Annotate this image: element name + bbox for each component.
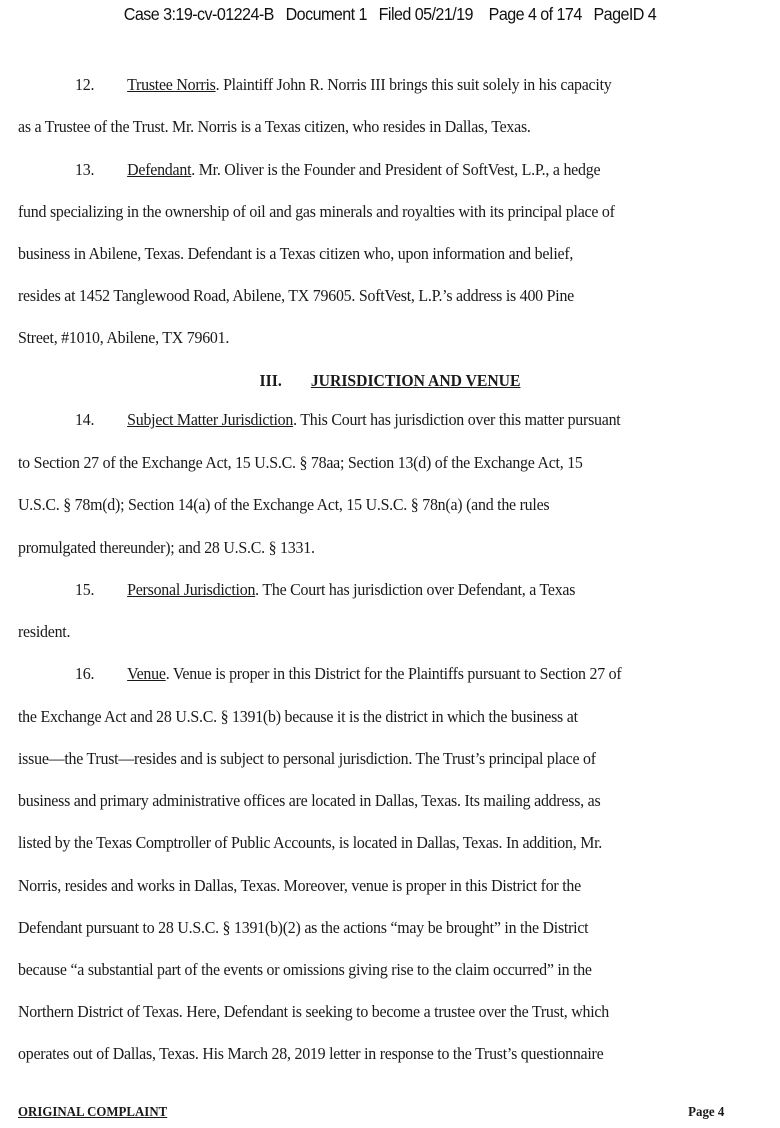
paragraph-number: 16. xyxy=(75,664,95,683)
paragraph-text: . Venue is proper in this District for the Plaintiffs pursuant to Section 27 of xyxy=(165,664,622,683)
section-title: JURISDICTION AND VENUE xyxy=(310,371,521,390)
paragraph-line: Norris, resides and works in Dallas, Texas. Moreover, venue is proper in this District for the xyxy=(18,876,581,895)
paragraph-heading: Defendant xyxy=(127,160,192,179)
paragraph-number: 14. xyxy=(75,410,95,429)
paragraph-line: business in Abilene, Texas. Defendant is a Texas citizen who, upon information and belief, xyxy=(18,244,574,263)
paragraph-line: promulgated thereunder); and 28 U.S.C. § 1331. xyxy=(18,538,315,557)
paragraph-14-first-line xyxy=(75,410,770,430)
paragraph-line: issue—the Trust—resides and is subject to personal jurisdiction. The Trust’s principal place of xyxy=(18,749,596,768)
case-header: Case 3:19-cv-01224-B Document 1 Filed 05/21/19 Page 4 of 174 PageID 4 xyxy=(123,4,657,24)
paragraph-text: . Mr. Oliver is the Founder and President of SoftVest, L.P., a hedge xyxy=(191,160,601,179)
paragraph-line: Northern District of Texas. Here, Defendant is seeking to become a trustee over the Trust, which xyxy=(18,1002,609,1021)
paragraph-heading: Trustee Norris xyxy=(127,75,216,94)
paragraph-line: resides at 1452 Tanglewood Road, Abilene, TX 79605. SoftVest, L.P.’s address is 400 Pine xyxy=(18,286,574,305)
footer-document-title: ORIGINAL COMPLAINT xyxy=(18,1105,168,1120)
paragraph-line: Defendant pursuant to 28 U.S.C. § 1391(b)(2) as the actions “may be brought” in the District xyxy=(18,918,589,937)
paragraph-15-first-line xyxy=(75,580,770,600)
footer-page-number: Page 4 xyxy=(687,1105,724,1120)
paragraph-line: because “a substantial part of the events or omissions giving rise to the claim occurred” in the xyxy=(18,960,592,979)
paragraph-text: . Plaintiff John R. Norris III brings this suit solely in his capacity xyxy=(215,75,612,94)
paragraph-number: 13. xyxy=(75,160,95,179)
paragraph-text: . This Court has jurisdiction over this matter pursuant xyxy=(293,410,621,429)
paragraph-line: fund specializing in the ownership of oil and gas minerals and royalties with its principal place of xyxy=(18,202,615,221)
paragraph-line: resident. xyxy=(18,622,71,641)
paragraph-line: U.S.C. § 78m(d); Section 14(a) of the Exchange Act, 15 U.S.C. § 78n(a) (and the rules xyxy=(18,495,550,514)
section-number: III. xyxy=(259,371,282,390)
paragraph-line: the Exchange Act and 28 U.S.C. § 1391(b) because it is the district in which the business at xyxy=(18,707,578,726)
paragraph-line: to Section 27 of the Exchange Act, 15 U.S.C. § 78aa; Section 13(d) of the Exchange Act, 15 xyxy=(18,453,583,472)
paragraph-heading: Personal Jurisdiction xyxy=(127,580,256,599)
paragraph-number: 12. xyxy=(75,75,95,94)
paragraph-heading: Subject Matter Jurisdiction xyxy=(127,410,294,429)
section-heading xyxy=(20,371,761,391)
paragraph-line: operates out of Dallas, Texas. His March 28, 2019 letter in response to the Trust’s questionnaire xyxy=(18,1044,604,1063)
paragraph-12-first-line xyxy=(75,75,770,95)
paragraph-text: . The Court has jurisdiction over Defendant, a Texas xyxy=(255,580,576,599)
paragraph-line: as a Trustee of the Trust. Mr. Norris is a Texas citizen, who resides in Dallas, Texas. xyxy=(18,117,531,136)
paragraph-13-first-line xyxy=(75,160,770,180)
paragraph-number: 15. xyxy=(75,580,95,599)
paragraph-line: Street, #1010, Abilene, TX 79601. xyxy=(18,328,230,347)
paragraph-line: listed by the Texas Comptroller of Public Accounts, is located in Dallas, Texas. In addition, Mr. xyxy=(18,833,603,852)
paragraph-line: business and primary administrative offices are located in Dallas, Texas. Its mailing address, as xyxy=(18,791,601,810)
paragraph-16-first-line xyxy=(75,664,770,684)
paragraph-heading: Venue xyxy=(127,664,166,683)
